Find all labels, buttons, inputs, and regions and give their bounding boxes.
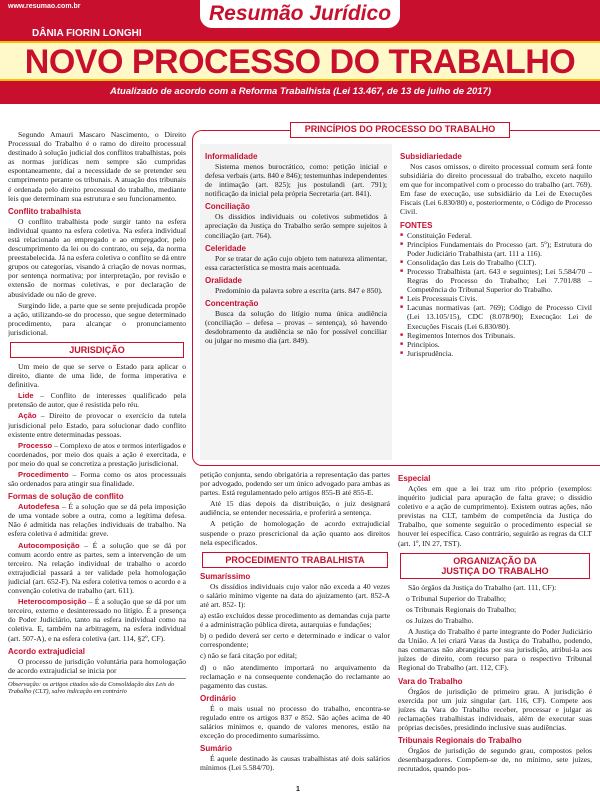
list-item: c) não se fará citação por edital; bbox=[200, 651, 297, 661]
heading-conciliacao: Conciliação bbox=[205, 202, 250, 212]
principios-column-a bbox=[200, 144, 392, 460]
acordo-continuation: petição conjunta, sendo obrigatória a representação das partes por advogado, podendo ser um único advogado para ambas as partes. Está regulamentado pelo artigos 855-B até 855-E. bbox=[200, 470, 390, 498]
sumarissimo-text: Os dissídios individuais cujo valor não exceda a 40 vezes o salário mínimo vigente na data do ajuizamento (art. 852-A até art. 852- I): bbox=[200, 581, 390, 609]
section-heading-conflito: Conflito trabalhista bbox=[8, 206, 81, 216]
informalidade-text: Sistema menos burocrático, como: petição inicial e defesa verbais (arts. 840 e 846); testemunhas independentes de intimação (art. 825); jus postulandi (art. 791); notificação da inicial pela própria Secretaria (art. 841). bbox=[205, 162, 387, 199]
heterocomp-text: – É a solução que se dá por um terceiro, externo e desinteressado no litígio. É a presença do Poder Judiciário, tanto na esfera individual como na coletiva. E, também na arbitragem, na esfera individual (art. 507-A), e na esfera coletiva (art. 114, §2º, CF). bbox=[8, 597, 186, 643]
autocomp-definition bbox=[8, 541, 186, 596]
banner-procedimento: PROCEDIMENTO TRABALHISTA bbox=[202, 552, 388, 568]
list-item: ■ Processo Trabalhista (art. 643 e seguintes); Lei 5.584/70 – Regras do Processo do Trabalho; Lei 7.701/88 – Competência do Tribunal Superior do Trabalho. bbox=[400, 267, 592, 294]
list-item: ■ Leis Processuais Civis. bbox=[400, 294, 592, 303]
list-item: os Juízes do Trabalho. bbox=[406, 615, 474, 625]
heading-informalidade: Informalidade bbox=[205, 152, 258, 161]
subsidiariedade-text: Nos casos omissos, o direito processual comum será fonte subsidiária do direito processual do trabalho, exceto naquilo em que for incompatível com o processo do trabalho (art. 769). Em fase de execução, use subsidiário da Lei de Execuções Fiscais (Lei 6.830/80) e, posteriormente, o Código de Processo Civil. bbox=[400, 162, 592, 217]
site-url[interactable]: www.resumao.com.br bbox=[8, 3, 81, 10]
list-item: ■ Jurisprudência. bbox=[400, 349, 592, 358]
heading-fontes: FONTES bbox=[400, 220, 433, 230]
processo-text: – Complexo de atos e termos interligados e coordenados, por meio dos quais a ação é exercitada, e por meio do qual se concretiza a prestação jurisdicional. bbox=[8, 440, 186, 468]
page-number: 1 bbox=[296, 786, 300, 793]
heading-celeridade: Celeridade bbox=[205, 243, 246, 253]
conflito-paragraph: O conflito trabalhista pode surgir tanto na esfera individual quanto na esfera coletiva. Na esfera individual está relacionado ao empregado e ao empregador, pelo descumprimento da lei ou do contrato, ou seja, da norma preestabelecida. Já na esfera coletiva o conflito se dá entre grupos ou categorias, visando à criação de novas normas, por sentença normativa; por interpretação, por revisão e extensão de normas coletivas, e por declaração de abusividade ou não de greve. bbox=[8, 216, 186, 299]
lide-definition bbox=[8, 391, 186, 409]
banner-principios: PRINCÍPIOS DO PROCESSO DO TRABALHO bbox=[290, 122, 510, 138]
processo-definition bbox=[8, 441, 186, 468]
list-item: o Tribunal Superior do Trabalho; bbox=[406, 593, 506, 603]
brand-box bbox=[200, 0, 400, 28]
concentracao-text: Busca da solução do litígio numa única audiência (conciliação – defesa – provas – sentença), só havendo desdobramento da audiência se não for possível conciliar ou julgar no mesmo dia (art. 849). bbox=[205, 308, 387, 346]
acao-definition bbox=[8, 411, 186, 438]
procedimento-definition bbox=[8, 470, 186, 488]
list-item: ■ Constituição Federal. bbox=[400, 231, 592, 240]
banner-organizacao-line-1: ORGANIZAÇÃO DA bbox=[453, 555, 537, 566]
heading-vara: Vara do Trabalho bbox=[398, 676, 463, 686]
vara-text: Órgãos de jurisdição de primeiro grau. A jurisdição é exercida por um juiz singular (art. 116, CF). Compete aos juízes da Vara do Trabalho receber, processar e julgar as reclamações trabalhistas individuais, além de executar suas próprias decisões, presidindo inclusive suas audiências. bbox=[398, 686, 592, 732]
jurisdicao-paragraph: Um meio de que se serve o Estado para aplicar o direito, diante de uma lide, de forma imperativa e definitiva. bbox=[8, 361, 186, 390]
list-item: ■ Princípios Fundamentais do Processo (art. 5º); Estrutura do Poder Judiciário Trabalhista (art. 111 a 116). bbox=[400, 240, 592, 258]
ordinario-text: É o mais usual no processo do trabalho, encontra-se regulado entre os artigos 837 e 852. São ações acima de 40 salários mínimos e, quando de valores menores, estão na exceção do procedimento sumaríssimo. bbox=[200, 703, 390, 741]
celeridade-text: Por se tratar de ação cujo objeto tem natureza alimentar, essa característica se mostra mais acentuada. bbox=[205, 253, 387, 272]
heterocomp-definition bbox=[8, 597, 186, 642]
especial-text: Ações em que a lei traz um rito próprio (exemplos: inquérito judicial para apuração de falta grave; o dissídio coletivo e a ação de cumprimento). Existem outras ações, não previstas na CLT, também de competência da Justiça do Trabalho, que somente seguirão o procedimento especial se houver lei específica. Caso contrário, seguirão as regras da CLT (art. 1º, IN 27, TST). bbox=[398, 484, 592, 548]
heading-especial: Especial bbox=[398, 474, 431, 483]
org-text-2: A Justiça do Trabalho é parte integrante do Poder Judiciário da União. A lei criará Varas da Justiça do Trabalho, podendo, nas comarcas não abrangidas por sua jurisdição, atribuí-la aos juízes de direito, com recurso para o respectivo Tribunal Regional do Trabalho (art. 112, CF). bbox=[398, 627, 592, 673]
term-lide: Lide bbox=[18, 391, 34, 401]
org-text: São órgãos da Justiça do Trabalho (art. 111, CF): bbox=[408, 582, 557, 592]
trt-text: Órgãos de jurisdição de segundo grau, compostos pelos desembargadores. Compõem-se de, no mínimo, sete juízes, recrutados, quando pos- bbox=[398, 745, 592, 774]
section-heading-acordo: Acordo extrajudicial bbox=[8, 646, 85, 656]
column-right bbox=[398, 470, 592, 784]
intro-paragraph: Segundo Amauri Mascaro Nascimento, o Direito Processual do Trabalho é o ramo do direito processual destinado à solução judicial dos conflitos trabalhistas, pois as normas jurídicas nem sempre são cumpridas espontaneamente, daí a necessidade de se pretender seu cumprimento perante os tribunais. A atuação dos tribunais é ordenada pelo direito processual do trabalho, mediante leis que determinam sua estrutura e seu funcionamento. bbox=[8, 130, 186, 203]
list-item: b) o pedido deverá ser certo e determinado e indicar o valor correspondente; bbox=[200, 631, 390, 650]
autocomp-text: – É a solução que se dá por comum acordo entre as partes, sem a intervenção de um terceiro. Na relação individual de trabalho o acordo extrajudicial passará a ter validade pela homologação judicial (art. 652-F). Na esfera coletiva temos o acordo e a convenção coletiva de trabalho (art. 611). bbox=[8, 540, 186, 596]
list-item: ■ Lacunas normativas (art. 769); Código de Processo Civil (Lei 13.105/15), CDC (8.078/90); Execução: Lei de Execuções Fiscais (Lei 6.830/80). bbox=[400, 303, 592, 330]
heading-subsidiariedade: Subsidiariedade bbox=[400, 152, 462, 161]
autodefesa-definition bbox=[8, 502, 186, 538]
banner-jurisdicao: JURISDIÇÃO bbox=[10, 342, 184, 358]
fontes-list bbox=[400, 231, 592, 358]
author-name: DÂNIA FIORIN LONGHI bbox=[32, 28, 142, 39]
sumario-text: É aquele destinado às causas trabalhistas até dois salários mínimos (Lei 5.584/70). bbox=[200, 754, 390, 773]
banner-organizacao bbox=[400, 553, 590, 579]
heading-oralidade: Oralidade bbox=[205, 275, 242, 285]
column-middle bbox=[200, 470, 390, 784]
term-acao: Ação bbox=[18, 411, 37, 421]
brand-logo: Resumão Jurídico bbox=[208, 2, 392, 25]
acordo-paragraph: O processo de jurisdição voluntária para homologação de acordo extrajudicial se inicia por bbox=[8, 656, 186, 675]
page-title: NOVO PROCESSO DO TRABALHO bbox=[0, 41, 600, 81]
heading-sumarissimo: Sumaríssimo bbox=[200, 571, 251, 581]
section-heading-formas: Formas de solução de conflito bbox=[8, 492, 124, 502]
banner-organizacao-line-2: JUSTIÇA DO TRABALHO bbox=[441, 565, 549, 576]
heading-concentracao: Concentração bbox=[205, 298, 259, 308]
term-processo: Processo bbox=[18, 440, 53, 450]
list-item: os Tribunais Regionais do Trabalho; bbox=[406, 604, 517, 614]
procedimento-text: – Forma como os atos processuais são ordenados para atingir sua finalidade. bbox=[8, 470, 186, 489]
column-left bbox=[8, 130, 186, 786]
conflito-paragraph-2: Surgindo lide, a parte que se sente prejudicada propõe a ação, utilizando-se do processo, que segue determinado procedimento, para alcançar o pronunciamento jurisdicional. bbox=[8, 300, 186, 337]
heading-ordinario: Ordinário bbox=[200, 693, 237, 703]
term-heterocomposicao: Heterocomposição bbox=[18, 597, 87, 607]
list-item: ■ Regimentos Internos dos Tribunais. bbox=[400, 331, 592, 340]
conciliacao-text: Os dissídios individuais ou coletivos submetidos à apreciação da Justiça do Trabalho serão sempre sujeitos à conciliação (art. 764). bbox=[205, 212, 387, 240]
heading-sumario: Sumário bbox=[200, 744, 233, 754]
autodefesa-text: – É a solução que se dá pela imposição de uma vontade sobre a outra, como a legítima defesa. Não é admitida nas relações individuais de trabalho. Na esfera coletiva é admitida: greve. bbox=[8, 502, 186, 539]
list-item: a) estão excluídos desse procedimento as demandas cuja parte é a administração pública direta, autarquias e fundações; bbox=[200, 611, 390, 630]
footnote: Observação: os artigos citados são da Consolidação das Leis do Trabalho (CLT), salvo indicação em contrário bbox=[8, 678, 186, 696]
acordo-continuation-2: Até 15 dias depois da distribuição, o juiz designará audiência, se entender necessária, e proferirá a sentença. bbox=[200, 499, 390, 518]
list-item: ■ Princípios. bbox=[400, 340, 592, 349]
oralidade-text: Predomínio da palavra sobre a escrita (arts. 847 e 850). bbox=[215, 285, 383, 295]
list-item: d) o não atendimento importará no arquivamento da reclamação e na consequente condenação do reclamante ao pagamento das custas. bbox=[200, 662, 390, 690]
principios-column-b bbox=[398, 144, 594, 462]
term-autodefesa: Autodefesa bbox=[18, 502, 60, 512]
list-item: ■ Consolidação das Leis do Trabalho (CLT). bbox=[400, 258, 592, 267]
page-subtitle: Atualizado de acordo com a Reforma Trabalhista (Lei 13.467, de 13 de julho de 2017) bbox=[110, 86, 492, 97]
acordo-continuation-3: A petição de homologação de acordo extrajudicial suspende o prazo prescricional da ação quanto aos direitos nela especificados. bbox=[200, 519, 390, 547]
acao-text: – Direito de provocar o exercício da tutela jurisdicional pelo Estado, para solucionar dado conflito existente entre determinadas pessoas. bbox=[8, 411, 186, 439]
term-procedimento: Procedimento bbox=[18, 470, 69, 479]
term-autocomposicao: Autocomposição bbox=[18, 540, 80, 550]
heading-trt: Tribunais Regionais do Trabalho bbox=[398, 735, 522, 745]
lide-text: – Conflito de interesses qualificado pela pretensão de autor, que é resistida pelo réu. bbox=[8, 391, 186, 410]
